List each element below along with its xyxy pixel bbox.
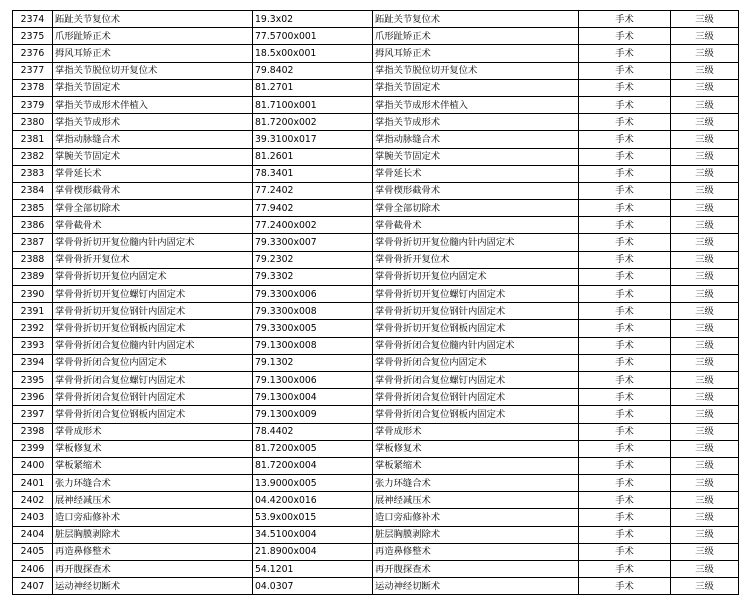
row-index: 2398 — [13, 423, 53, 440]
surgery-level: 三级 — [671, 492, 739, 509]
surgery-name-alt: 掌指动脉缝合术 — [373, 131, 579, 148]
surgery-name-alt: 掌骨全部切除术 — [373, 200, 579, 217]
surgery-name-alt: 掌指关节成形术 — [373, 114, 579, 131]
surgery-level: 三级 — [671, 337, 739, 354]
surgery-type: 手术 — [579, 320, 671, 337]
table-body — [13, 11, 739, 595]
surgery-name-alt: 展神经减压术 — [373, 492, 579, 509]
row-index: 2407 — [13, 578, 53, 595]
surgery-name-alt: 张力环缝合术 — [373, 475, 579, 492]
surgery-type: 手术 — [579, 200, 671, 217]
surgery-name: 脏层胸膜剥除术 — [53, 526, 253, 543]
surgery-type: 手术 — [579, 217, 671, 234]
table-row — [13, 371, 739, 388]
surgery-level: 三级 — [671, 423, 739, 440]
surgery-type: 手术 — [579, 182, 671, 199]
table-row — [13, 148, 739, 165]
row-index: 2402 — [13, 492, 53, 509]
surgery-code: 13.9000x005 — [253, 475, 373, 492]
row-index: 2403 — [13, 509, 53, 526]
table-row — [13, 217, 739, 234]
row-index: 2404 — [13, 526, 53, 543]
surgery-code: 81.2701 — [253, 79, 373, 96]
surgery-type: 手术 — [579, 62, 671, 79]
row-index: 2378 — [13, 79, 53, 96]
surgery-type: 手术 — [579, 165, 671, 182]
table-row — [13, 440, 739, 457]
surgery-level: 三级 — [671, 440, 739, 457]
row-index: 2386 — [13, 217, 53, 234]
row-index: 2374 — [13, 11, 53, 28]
surgery-code: 77.5700x001 — [253, 28, 373, 45]
surgery-name: 掌板修复术 — [53, 440, 253, 457]
table-row — [13, 45, 739, 62]
row-index: 2381 — [13, 131, 53, 148]
surgery-name-alt: 跖趾关节复位术 — [373, 11, 579, 28]
table-row — [13, 492, 739, 509]
surgery-code: 54.1201 — [253, 561, 373, 578]
surgery-type: 手术 — [579, 440, 671, 457]
row-index: 2375 — [13, 28, 53, 45]
surgery-name: 掌骨骨折闭合复位内固定术 — [53, 354, 253, 371]
surgery-code: 53.9x00x015 — [253, 509, 373, 526]
surgery-type: 手术 — [579, 526, 671, 543]
surgery-name-alt: 造口旁疝修补术 — [373, 509, 579, 526]
table-row — [13, 165, 739, 182]
table-row — [13, 200, 739, 217]
surgery-code: 77.2402 — [253, 182, 373, 199]
surgery-name: 掌指关节成形术伴植入 — [53, 96, 253, 113]
surgery-name-alt: 掌骨骨折切开复位内固定术 — [373, 268, 579, 285]
surgery-type: 手术 — [579, 45, 671, 62]
surgery-name: 张力环缝合术 — [53, 475, 253, 492]
row-index: 2399 — [13, 440, 53, 457]
surgery-type: 手术 — [579, 406, 671, 423]
surgery-code: 21.8900x004 — [253, 543, 373, 560]
surgery-name: 掌骨骨折切开复位螺钉内固定术 — [53, 286, 253, 303]
table-row — [13, 96, 739, 113]
surgery-code: 77.9402 — [253, 200, 373, 217]
surgery-level: 三级 — [671, 268, 739, 285]
surgery-name-alt: 掌骨骨折切开复位髓内针内固定术 — [373, 234, 579, 251]
surgery-name-alt: 掌骨骨折切开复位钢针内固定术 — [373, 303, 579, 320]
surgery-name: 掌骨楔形截骨术 — [53, 182, 253, 199]
surgery-level: 三级 — [671, 457, 739, 474]
surgery-type: 手术 — [579, 457, 671, 474]
row-index: 2401 — [13, 475, 53, 492]
row-index: 2405 — [13, 543, 53, 560]
row-index: 2391 — [13, 303, 53, 320]
surgery-type: 手术 — [579, 543, 671, 560]
surgery-level: 三级 — [671, 96, 739, 113]
surgery-name: 掌指关节固定术 — [53, 79, 253, 96]
surgery-code-table — [12, 10, 739, 595]
surgery-level: 三级 — [671, 303, 739, 320]
surgery-name-alt: 脏层胸膜剥除术 — [373, 526, 579, 543]
surgery-type: 手术 — [579, 114, 671, 131]
surgery-code: 81.7200x002 — [253, 114, 373, 131]
surgery-code: 79.1300x009 — [253, 406, 373, 423]
row-index: 2406 — [13, 561, 53, 578]
surgery-name: 掌骨全部切除术 — [53, 200, 253, 217]
surgery-code: 79.1300x008 — [253, 337, 373, 354]
table-row — [13, 354, 739, 371]
surgery-code: 81.7200x005 — [253, 440, 373, 457]
surgery-code: 79.8402 — [253, 62, 373, 79]
surgery-name-alt: 掌腕关节固定术 — [373, 148, 579, 165]
table-row — [13, 578, 739, 595]
surgery-level: 三级 — [671, 131, 739, 148]
surgery-name: 爪形趾矫正术 — [53, 28, 253, 45]
row-index: 2393 — [13, 337, 53, 354]
surgery-level: 三级 — [671, 320, 739, 337]
table-row — [13, 423, 739, 440]
table-row — [13, 475, 739, 492]
surgery-level: 三级 — [671, 11, 739, 28]
surgery-name: 拇风耳矫正术 — [53, 45, 253, 62]
surgery-name: 掌骨骨折闭合复位髓内针内固定术 — [53, 337, 253, 354]
surgery-name-alt: 掌骨延长术 — [373, 165, 579, 182]
row-index: 2392 — [13, 320, 53, 337]
surgery-name: 掌骨骨折闭合复位钢针内固定术 — [53, 389, 253, 406]
surgery-code: 79.3300x007 — [253, 234, 373, 251]
table-row — [13, 62, 739, 79]
surgery-type: 手术 — [579, 28, 671, 45]
row-index: 2394 — [13, 354, 53, 371]
surgery-name-alt: 掌指关节脱位切开复位术 — [373, 62, 579, 79]
surgery-name: 掌骨骨折闭合复位螺钉内固定术 — [53, 371, 253, 388]
row-index: 2383 — [13, 165, 53, 182]
surgery-name: 掌指动脉缝合术 — [53, 131, 253, 148]
surgery-level: 三级 — [671, 389, 739, 406]
surgery-name-alt: 掌板紧缩术 — [373, 457, 579, 474]
surgery-name: 掌骨延长术 — [53, 165, 253, 182]
surgery-level: 三级 — [671, 578, 739, 595]
surgery-level: 三级 — [671, 45, 739, 62]
surgery-name-alt: 掌骨骨折闭合复位内固定术 — [373, 354, 579, 371]
surgery-code: 04.0307 — [253, 578, 373, 595]
surgery-name-alt: 掌骨骨折切开复位钢板内固定术 — [373, 320, 579, 337]
surgery-code: 77.2400x002 — [253, 217, 373, 234]
surgery-name: 掌骨成形术 — [53, 423, 253, 440]
surgery-level: 三级 — [671, 286, 739, 303]
surgery-level: 三级 — [671, 28, 739, 45]
surgery-name: 掌骨骨折开复位术 — [53, 251, 253, 268]
row-index: 2396 — [13, 389, 53, 406]
surgery-level: 三级 — [671, 509, 739, 526]
surgery-name-alt: 掌指关节成形术伴植入 — [373, 96, 579, 113]
row-index: 2379 — [13, 96, 53, 113]
surgery-level: 三级 — [671, 406, 739, 423]
surgery-code: 79.1300x004 — [253, 389, 373, 406]
surgery-type: 手术 — [579, 79, 671, 96]
table-row — [13, 131, 739, 148]
surgery-code: 79.3300x008 — [253, 303, 373, 320]
surgery-type: 手术 — [579, 475, 671, 492]
surgery-level: 三级 — [671, 114, 739, 131]
surgery-level: 三级 — [671, 251, 739, 268]
surgery-code: 81.7100x001 — [253, 96, 373, 113]
surgery-type: 手术 — [579, 131, 671, 148]
surgery-type: 手术 — [579, 337, 671, 354]
surgery-code: 78.4402 — [253, 423, 373, 440]
surgery-code: 79.2302 — [253, 251, 373, 268]
surgery-type: 手术 — [579, 509, 671, 526]
surgery-type: 手术 — [579, 286, 671, 303]
surgery-level: 三级 — [671, 475, 739, 492]
row-index: 2397 — [13, 406, 53, 423]
table-row — [13, 28, 739, 45]
surgery-type: 手术 — [579, 423, 671, 440]
surgery-type: 手术 — [579, 11, 671, 28]
surgery-code: 79.3300x006 — [253, 286, 373, 303]
surgery-type: 手术 — [579, 389, 671, 406]
surgery-name-alt: 掌骨楔形截骨术 — [373, 182, 579, 199]
surgery-name-alt: 掌板修复术 — [373, 440, 579, 457]
table-row — [13, 182, 739, 199]
surgery-level: 三级 — [671, 371, 739, 388]
surgery-name-alt: 掌骨骨折闭合复位螺钉内固定术 — [373, 371, 579, 388]
surgery-level: 三级 — [671, 561, 739, 578]
surgery-type: 手术 — [579, 96, 671, 113]
table-row — [13, 11, 739, 28]
surgery-type: 手术 — [579, 251, 671, 268]
surgery-name-alt: 掌骨骨折切开复位螺钉内固定术 — [373, 286, 579, 303]
surgery-name-alt: 爪形趾矫正术 — [373, 28, 579, 45]
surgery-name: 掌骨骨折切开复位钢板内固定术 — [53, 320, 253, 337]
surgery-name: 掌骨截骨术 — [53, 217, 253, 234]
surgery-name-alt: 掌骨骨折闭合复位钢针内固定术 — [373, 389, 579, 406]
table-row — [13, 509, 739, 526]
row-index: 2400 — [13, 457, 53, 474]
surgery-level: 三级 — [671, 182, 739, 199]
row-index: 2380 — [13, 114, 53, 131]
surgery-name-alt: 掌骨骨折闭合复位钢板内固定术 — [373, 406, 579, 423]
surgery-level: 三级 — [671, 234, 739, 251]
surgery-name: 展神经减压术 — [53, 492, 253, 509]
table-row — [13, 79, 739, 96]
surgery-name-alt: 再开腹探查术 — [373, 561, 579, 578]
surgery-code: 81.7200x004 — [253, 457, 373, 474]
surgery-name-alt: 掌骨截骨术 — [373, 217, 579, 234]
surgery-code: 39.3100x017 — [253, 131, 373, 148]
row-index: 2387 — [13, 234, 53, 251]
surgery-name: 再造鼻修整术 — [53, 543, 253, 560]
surgery-name: 运动神经切断术 — [53, 578, 253, 595]
row-index: 2384 — [13, 182, 53, 199]
surgery-name: 掌骨骨折闭合复位钢板内固定术 — [53, 406, 253, 423]
table-row — [13, 268, 739, 285]
surgery-level: 三级 — [671, 526, 739, 543]
row-index: 2376 — [13, 45, 53, 62]
surgery-name: 再开腹探查术 — [53, 561, 253, 578]
table-row — [13, 251, 739, 268]
table-row — [13, 286, 739, 303]
surgery-code: 19.3x02 — [253, 11, 373, 28]
surgery-type: 手术 — [579, 303, 671, 320]
surgery-type: 手术 — [579, 354, 671, 371]
surgery-name-alt: 掌骨骨折闭合复位髓内针内固定术 — [373, 337, 579, 354]
table-row — [13, 561, 739, 578]
surgery-code: 78.3401 — [253, 165, 373, 182]
surgery-name: 掌指关节脱位切开复位术 — [53, 62, 253, 79]
surgery-level: 三级 — [671, 543, 739, 560]
surgery-name-alt: 运动神经切断术 — [373, 578, 579, 595]
surgery-name: 掌骨骨折切开复位内固定术 — [53, 268, 253, 285]
surgery-level: 三级 — [671, 217, 739, 234]
surgery-type: 手术 — [579, 148, 671, 165]
surgery-type: 手术 — [579, 234, 671, 251]
surgery-code: 79.1302 — [253, 354, 373, 371]
surgery-type: 手术 — [579, 371, 671, 388]
surgery-type: 手术 — [579, 561, 671, 578]
surgery-code: 81.2601 — [253, 148, 373, 165]
table-row — [13, 457, 739, 474]
row-index: 2390 — [13, 286, 53, 303]
row-index: 2389 — [13, 268, 53, 285]
surgery-name: 掌腕关节固定术 — [53, 148, 253, 165]
surgery-name: 跖趾关节复位术 — [53, 11, 253, 28]
surgery-code: 34.5100x004 — [253, 526, 373, 543]
surgery-name-alt: 掌骨成形术 — [373, 423, 579, 440]
row-index: 2377 — [13, 62, 53, 79]
table-row — [13, 389, 739, 406]
surgery-name: 掌板紧缩术 — [53, 457, 253, 474]
table-row — [13, 406, 739, 423]
row-index: 2382 — [13, 148, 53, 165]
surgery-name-alt: 掌指关节固定术 — [373, 79, 579, 96]
surgery-name-alt: 再造鼻修整术 — [373, 543, 579, 560]
row-index: 2395 — [13, 371, 53, 388]
surgery-type: 手术 — [579, 578, 671, 595]
table-row — [13, 337, 739, 354]
surgery-level: 三级 — [671, 354, 739, 371]
surgery-type: 手术 — [579, 492, 671, 509]
row-index: 2388 — [13, 251, 53, 268]
surgery-level: 三级 — [671, 148, 739, 165]
surgery-level: 三级 — [671, 200, 739, 217]
row-index: 2385 — [13, 200, 53, 217]
surgery-code: 79.3300x005 — [253, 320, 373, 337]
surgery-name: 掌指关节成形术 — [53, 114, 253, 131]
surgery-name-alt: 拇风耳矫正术 — [373, 45, 579, 62]
surgery-level: 三级 — [671, 62, 739, 79]
surgery-name: 掌骨骨折切开复位髓内针内固定术 — [53, 234, 253, 251]
table-row — [13, 114, 739, 131]
table-row — [13, 320, 739, 337]
surgery-code: 18.5x00x001 — [253, 45, 373, 62]
table-row — [13, 543, 739, 560]
surgery-level: 三级 — [671, 79, 739, 96]
surgery-name: 造口旁疝修补术 — [53, 509, 253, 526]
surgery-code: 79.3302 — [253, 268, 373, 285]
surgery-code: 04.4200x016 — [253, 492, 373, 509]
table-row — [13, 234, 739, 251]
surgery-name-alt: 掌骨骨折开复位术 — [373, 251, 579, 268]
surgery-code: 79.1300x006 — [253, 371, 373, 388]
surgery-name: 掌骨骨折切开复位钢针内固定术 — [53, 303, 253, 320]
table-row — [13, 303, 739, 320]
surgery-level: 三级 — [671, 165, 739, 182]
surgery-type: 手术 — [579, 268, 671, 285]
